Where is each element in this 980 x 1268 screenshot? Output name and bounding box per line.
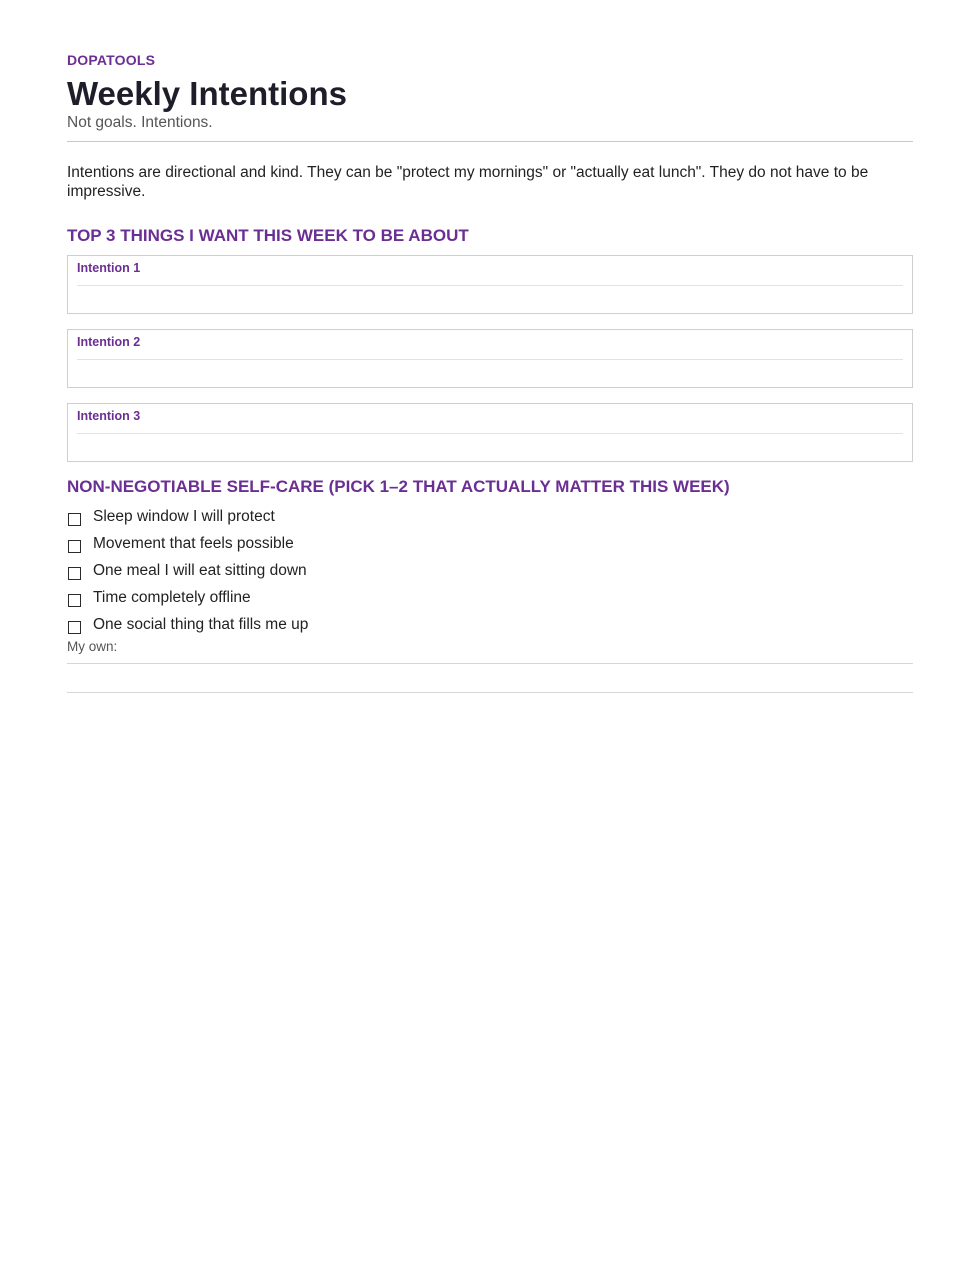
checkbox[interactable] [68,540,81,553]
intentions-list [67,255,913,462]
checklist-item-label: Time completely offline [93,589,251,606]
intention-write-line [77,359,903,360]
intention-label: Intention 1 [77,261,141,275]
brand-label: DOPATOOLS [67,52,156,68]
checklist-item[interactable] [67,557,913,584]
intro-text: Intentions are directional and kind. They can be "protect my mornings" or "actually eat lunch". They do not have to be impressive. [67,164,869,200]
my-own-write-line[interactable] [67,692,913,693]
intention-box-3[interactable] [67,403,913,462]
my-own-label: My own: [67,639,118,654]
checklist-item[interactable] [67,584,913,611]
checklist-item-label: Movement that feels possible [93,535,294,552]
intention-box-2[interactable] [67,329,913,388]
page-subtitle: Not goals. Intentions. [67,114,213,131]
intention-label: Intention 3 [77,409,141,423]
checklist-item-label: One social thing that fills me up [93,616,309,633]
my-own-write-line[interactable] [67,663,913,664]
intentions-heading: TOP 3 THINGS I WANT THIS WEEK TO BE ABOUT [67,226,469,245]
checkbox[interactable] [68,594,81,607]
intention-label: Intention 2 [77,335,141,349]
checklist-item[interactable] [67,503,913,530]
checklist-item[interactable] [67,530,913,557]
selfcare-checklist [67,503,913,638]
intention-write-line [77,285,903,286]
checkbox[interactable] [68,567,81,580]
page-title: Weekly Intentions [67,75,347,112]
header-divider [67,141,913,142]
checklist-item-label: One meal I will eat sitting down [93,562,307,579]
intention-write-line [77,433,903,434]
checkbox[interactable] [68,513,81,526]
checkbox[interactable] [68,621,81,634]
checklist-item[interactable] [67,611,913,638]
checklist-item-label: Sleep window I will protect [93,508,275,525]
intention-box-1[interactable] [67,255,913,314]
selfcare-heading: NON-NEGOTIABLE SELF-CARE (PICK 1–2 THAT ACTUALLY MATTER THIS WEEK) [67,477,730,496]
